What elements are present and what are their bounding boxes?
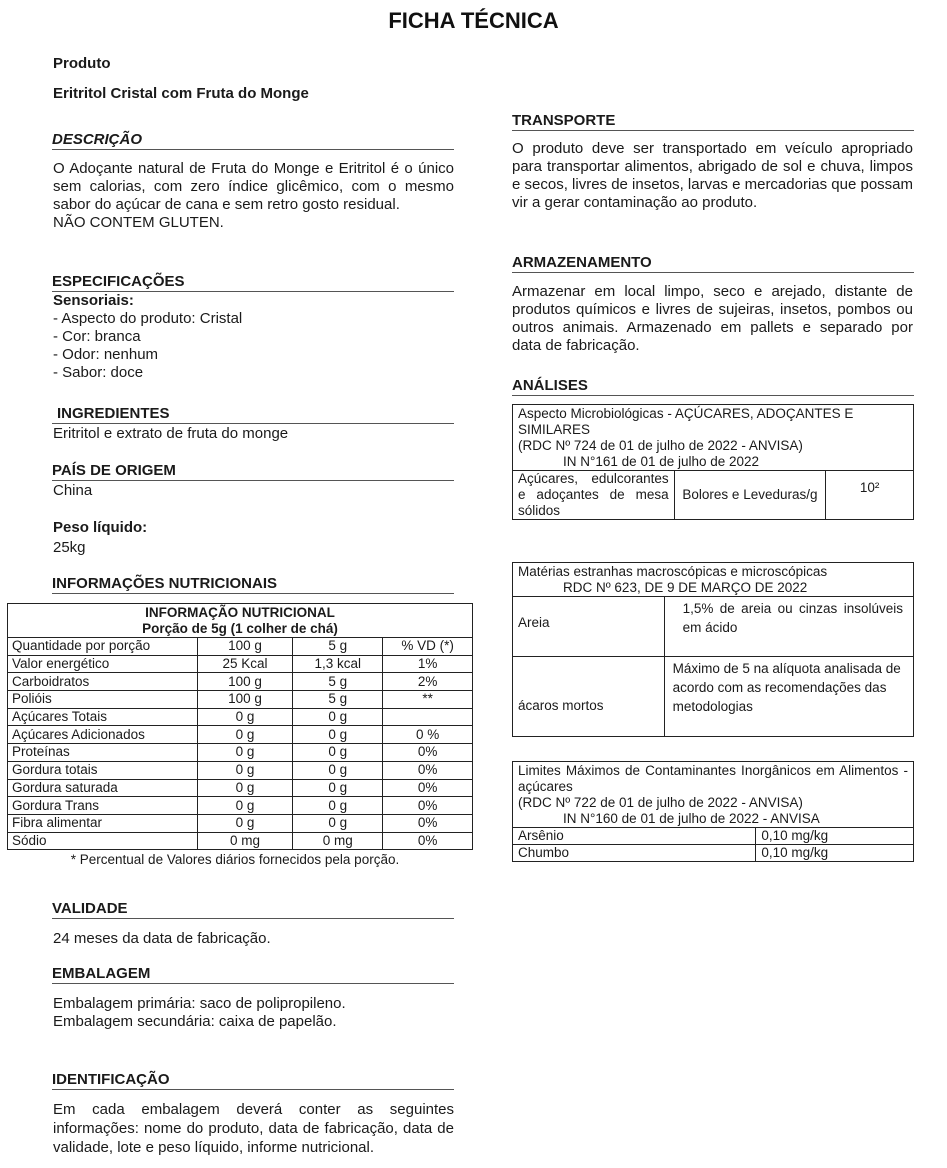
contaminant-limit: 0,10 mg/kg — [756, 828, 914, 845]
nutrient-amount: 25 Kcal — [197, 655, 293, 673]
nutrient-amount: 0 mg — [197, 832, 293, 850]
micro-header — [513, 405, 914, 471]
specifications-section — [53, 292, 454, 382]
micro-header-row — [513, 405, 914, 471]
nutrient-dv: ** — [383, 691, 473, 709]
nutrient-amount: 100 g — [197, 691, 293, 709]
analyses-heading: ANÁLISES — [512, 377, 914, 396]
transport-heading: TRANSPORTE — [512, 112, 914, 131]
nutrition-row — [8, 726, 473, 744]
nutrition-table-body — [8, 655, 473, 850]
nutrient-amount: 0 g — [293, 761, 383, 779]
micro-title: Aspecto Microbiológicas - AÇÚCARES, ADOÇANTES E SIMILARES — [518, 406, 854, 437]
origin-heading: PAÍS DE ORIGEM — [52, 462, 454, 481]
nutrient-dv: 0 % — [383, 726, 473, 744]
nutrient-dv: 0% — [383, 761, 473, 779]
contaminant-row — [513, 828, 914, 845]
nutrient-amount: 100 g — [197, 673, 293, 691]
nutrient-amount: 5 g — [293, 691, 383, 709]
net-weight-value: 25kg — [53, 539, 86, 556]
contaminant-row — [513, 845, 914, 862]
packaging-secondary: Embalagem secundária: caixa de papelão. — [53, 1013, 337, 1030]
nutrient-dv: 0% — [383, 814, 473, 832]
nutrient-amount: 0 g — [197, 779, 293, 797]
nutrient-amount: 0 g — [293, 797, 383, 815]
nutrient-amount: 0 g — [197, 744, 293, 762]
storage-text: Armazenar em local limpo, seco e arejado, distante de produtos químicos e livres de sujeiras, insetos, pombos ou outros animais. Armazenado em pallets e separado por data de fabricação. — [512, 283, 913, 354]
product-label: Produto — [53, 55, 111, 72]
nutrient-name: Carboidratos — [8, 673, 198, 691]
specifications-heading: ESPECIFICAÇÕES — [52, 273, 454, 292]
nutrition-row — [8, 708, 473, 726]
nutrition-row — [8, 691, 473, 709]
ingredients-heading: INGREDIENTES — [52, 405, 454, 424]
nutrient-name: Sódio — [8, 832, 198, 850]
nutrient-name: Fibra alimentar — [8, 814, 198, 832]
nutrient-amount: 5 g — [293, 673, 383, 691]
nutrient-dv: 1% — [383, 655, 473, 673]
foreign-limit: Máximo de 5 na alíquota analisada de acordo com as recomendações das metodologias — [664, 657, 913, 737]
nutrient-dv: 2% — [383, 673, 473, 691]
column-header: 100 g — [197, 638, 293, 656]
foreign-title: Matérias estranhas macroscópicas e microscópicas — [518, 564, 828, 579]
nutrient-dv: 0% — [383, 744, 473, 762]
nutrient-amount: 0 g — [293, 744, 383, 762]
micro-limit: 10² — [826, 471, 914, 520]
nutrition-footnote: * Percentual de Valores diários fornecidos pela porção. — [70, 852, 400, 867]
foreign-header-row — [513, 563, 914, 597]
nutrition-row — [8, 655, 473, 673]
nutrition-table-title — [8, 604, 473, 638]
spec-item: - Sabor: doce — [53, 364, 144, 381]
contaminant-name: Arsênio — [513, 828, 756, 845]
column-header: 5 g — [293, 638, 383, 656]
micro-row — [513, 471, 914, 520]
nutrient-dv — [383, 708, 473, 726]
foreign-header — [513, 563, 914, 597]
nutrition-row — [8, 832, 473, 850]
storage-heading: ARMAZENAMENTO — [512, 254, 914, 273]
nutrition-row — [8, 761, 473, 779]
foreign-rdc: RDC Nº 623, DE 9 DE MARÇO DE 2022 — [563, 580, 808, 595]
description-heading: DESCRIÇÃO — [52, 131, 454, 150]
foreign-matter-table — [512, 562, 914, 737]
contaminants-rdc: (RDC Nº 722 de 01 de julho de 2022 - ANVISA) — [518, 795, 803, 810]
foreign-row — [513, 597, 914, 657]
page-title: FICHA TÉCNICA — [388, 8, 559, 33]
spec-item: - Cor: branca — [53, 328, 141, 345]
nutrient-amount: 0 mg — [293, 832, 383, 850]
nutrient-amount: 0 g — [293, 726, 383, 744]
column-header: Quantidade por porção — [8, 638, 198, 656]
nutrition-table — [7, 603, 473, 850]
spec-item: - Odor: nenhum — [53, 346, 159, 363]
foreign-row — [513, 657, 914, 737]
contaminants-table — [512, 761, 914, 862]
net-weight-label: Peso líquido: — [53, 519, 148, 536]
sensory-subheading: Sensoriais: — [53, 292, 134, 309]
description-text: O Adoçante natural de Fruta do Monge e Eritritol é o único sem calorias, com zero índice glicêmico, com o mesmo sabor do açúcar de cana e sem retro gosto residual. — [53, 160, 454, 213]
column-header: % VD (*) — [383, 638, 473, 656]
nutrition-row — [8, 779, 473, 797]
nutrient-name: Proteínas — [8, 744, 198, 762]
nutrition-row — [8, 673, 473, 691]
nutrient-amount: 1,3 kcal — [293, 655, 383, 673]
nutrition-table-title-text: INFORMAÇÃO NUTRICIONAL — [145, 605, 335, 620]
contaminant-name: Chumbo — [513, 845, 756, 862]
nutrition-table-title-row — [8, 604, 473, 638]
transport-text: O produto deve ser transportado em veículo apropriado para transportar alimentos, abrigado de sol e chuva, limpos e secos, livres de insetos, larvas e mercadorias que possam vir a gerar contaminação ao produto. — [512, 140, 914, 211]
nutrient-dv: 0% — [383, 779, 473, 797]
product-name: Eritritol Cristal com Fruta do Monge — [53, 85, 309, 102]
nutrition-row — [8, 814, 473, 832]
packaging-heading: EMBALAGEM — [52, 965, 454, 984]
gluten-notice: NÃO CONTEM GLUTEN. — [53, 214, 224, 231]
nutrition-heading: INFORMAÇÕES NUTRICIONAIS — [52, 575, 454, 594]
nutrient-name: Açúcares Totais — [8, 708, 198, 726]
micro-parameter: Bolores e Leveduras/g — [674, 471, 826, 520]
contaminants-title: Limites Máximos de Contaminantes Inorgânicos em Alimentos - açúcares — [518, 763, 908, 794]
nutrient-name: Gordura totais — [8, 761, 198, 779]
nutrient-dv: 0% — [383, 832, 473, 850]
microbiological-table — [512, 404, 914, 520]
nutrient-name: Gordura Trans — [8, 797, 198, 815]
nutrition-table-subtitle: Porção de 5g (1 colher de chá) — [142, 621, 338, 636]
nutrition-row — [8, 744, 473, 762]
ingredients-text: Eritritol e extrato de fruta do monge — [53, 425, 289, 442]
identification-text: Em cada embalagem deverá conter as seguintes informações: nome do produto, data de fabricação, data de validade, lote e peso líquido, informe nutricional. — [53, 1101, 454, 1156]
nutrient-amount: 0 g — [197, 797, 293, 815]
packaging-primary: Embalagem primária: saco de polipropileno. — [53, 995, 346, 1012]
description-section — [53, 160, 454, 232]
nutrient-name: Valor energético — [8, 655, 198, 673]
contaminant-limit: 0,10 mg/kg — [756, 845, 914, 862]
contaminants-header-row — [513, 762, 914, 828]
nutrient-name: Polióis — [8, 691, 198, 709]
spec-item: - Aspecto do produto: Cristal — [53, 310, 243, 327]
nutrient-amount: 0 g — [293, 814, 383, 832]
nutrient-amount: 0 g — [197, 708, 293, 726]
nutrient-dv: 0% — [383, 797, 473, 815]
validity-heading: VALIDADE — [52, 900, 454, 919]
nutrition-header-row — [8, 638, 473, 656]
packaging-section — [53, 995, 346, 1031]
nutrient-amount: 0 g — [197, 726, 293, 744]
foreign-limit: 1,5% de areia ou cinzas insolúveis em ácido — [664, 597, 913, 657]
nutrient-name: Açúcares Adicionados — [8, 726, 198, 744]
identification-heading: IDENTIFICAÇÃO — [52, 1071, 454, 1090]
validity-text: 24 meses da data de fabricação. — [53, 930, 271, 947]
foreign-item: Areia — [513, 597, 665, 657]
nutrient-amount: 0 g — [293, 708, 383, 726]
contaminants-header — [513, 762, 914, 828]
micro-rdc: (RDC Nº 724 de 01 de julho de 2022 - ANVISA) — [518, 438, 803, 453]
nutrition-row — [8, 797, 473, 815]
foreign-item: ácaros mortos — [513, 657, 665, 737]
origin-text: China — [53, 482, 93, 499]
micro-in: IN N°161 de 01 de julho de 2022 — [563, 454, 760, 469]
nutrient-amount: 0 g — [197, 814, 293, 832]
contaminants-in: IN N°160 de 01 de julho de 2022 - ANVISA — [563, 811, 820, 826]
nutrient-amount: 0 g — [293, 779, 383, 797]
nutrient-name: Gordura saturada — [8, 779, 198, 797]
micro-category: Açúcares, edulcorantes e adoçantes de mesa sólidos — [513, 471, 675, 520]
nutrient-amount: 0 g — [197, 761, 293, 779]
